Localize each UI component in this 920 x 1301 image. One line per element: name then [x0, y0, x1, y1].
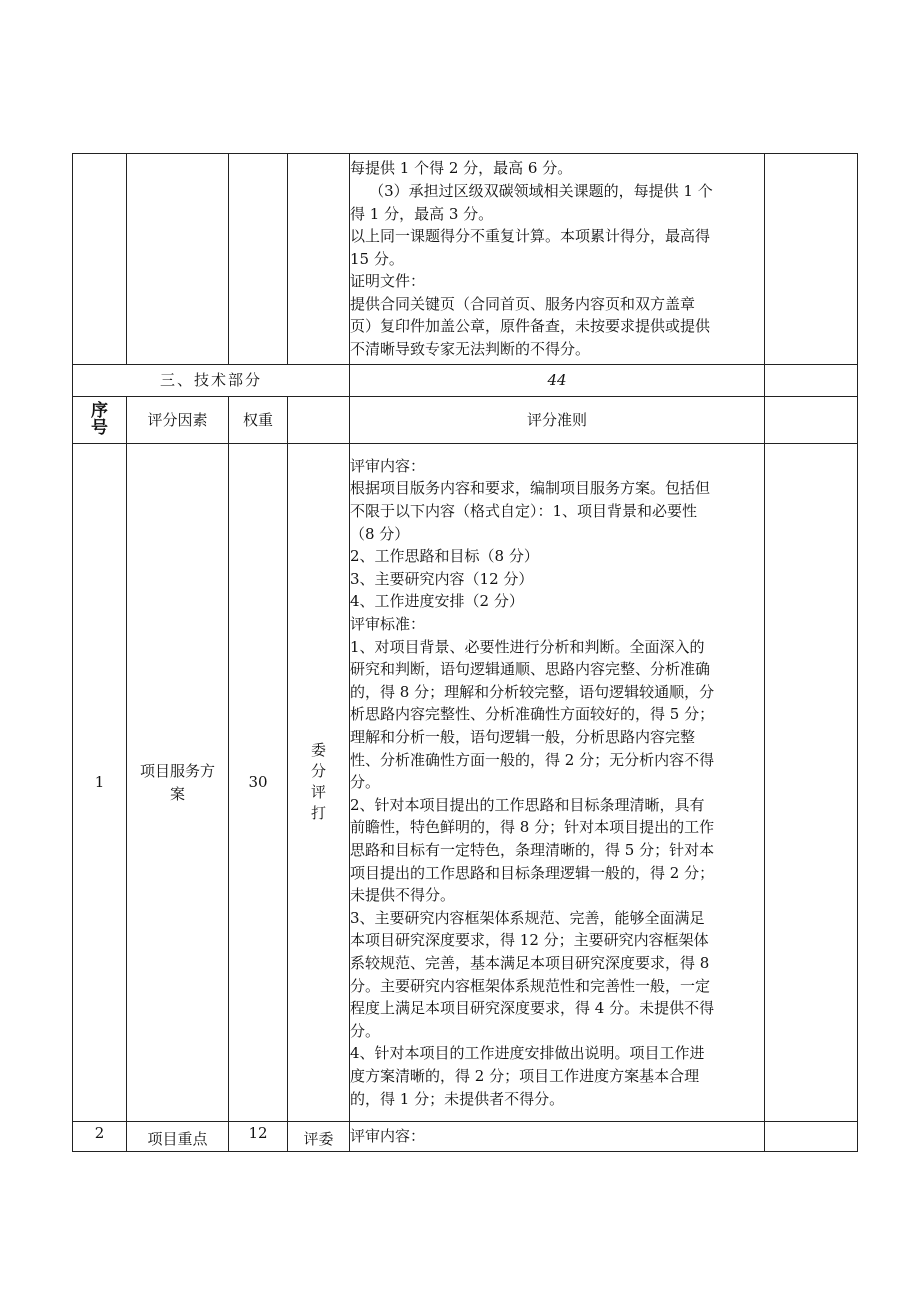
row-remark-cell	[765, 1122, 858, 1152]
criteria-line: 2、工作思路和目标（8 分）	[350, 547, 539, 566]
method-char: 分	[310, 762, 326, 781]
row-method: 评委	[288, 1122, 350, 1152]
table-row	[73, 1122, 858, 1152]
criteria-line: 4、工作进度安排（2 分）	[350, 592, 524, 611]
criteria-line: 性、分析准确性方面一般的，得 2 分；无分析内容不得	[350, 750, 715, 769]
continued-remark-cell	[765, 154, 858, 365]
continued-weight-cell	[229, 154, 288, 365]
header-row	[73, 397, 858, 444]
criteria-line: 根据项目版务内容和要求，编制项目服务方案。包括但	[350, 479, 711, 498]
criteria-line: 评审标准：	[350, 615, 426, 634]
continued-row	[73, 154, 858, 365]
criteria-line: 度方案清晰的，得 2 分；项目工作进度方案基本合理	[350, 1066, 700, 1085]
criteria-line: 评审内容：	[350, 456, 426, 475]
criteria-line: （3）承担过区级双碳领域相关课题的，每提供 1 个	[350, 181, 713, 200]
criteria-line: 的，得 8 分；理解和分析较完整，语句逻辑较通顺，分	[350, 682, 715, 701]
method-char: 评	[310, 783, 326, 802]
criteria-line: 2、针对本项目提出的工作思路和目标条理清晰，具有	[350, 795, 705, 814]
criteria-line: 研究和判断，语句逻辑通顺、思路内容完整、分析准确	[350, 660, 711, 679]
row-index: 2	[73, 1122, 127, 1152]
row-index: 1	[73, 444, 127, 1122]
criteria-line: 提供合同关键页（合同首页、服务内容页和双方盖章	[350, 294, 696, 313]
row-factor: 项目服务方案	[127, 444, 229, 1122]
continued-criteria-cell	[350, 154, 765, 365]
criteria-line: 每提供 1 个得 2 分，最高 6 分。	[350, 159, 573, 178]
criteria-line: 得 1 分，最高 3 分。	[350, 204, 494, 223]
criteria-line: 系较规范、完善，基本满足本项目研究深度要求，得 8	[350, 953, 710, 972]
row-method-text	[311, 740, 327, 824]
row-method	[288, 444, 350, 1122]
criteria-line: 以上同一课题得分不重复计算。本项累计得分，最高得	[350, 227, 711, 246]
row-criteria	[350, 1122, 765, 1152]
section-row	[73, 365, 858, 397]
header-method	[288, 397, 350, 444]
header-weight: 权重	[229, 397, 288, 444]
header-index	[73, 397, 127, 444]
criteria-line: 分。	[350, 1021, 381, 1040]
criteria-line: 1、对项目背景、必要性进行分析和判断。全面深入的	[350, 637, 705, 656]
criteria-line: 理解和分析一般，语句逻辑一般，分析思路内容完整	[350, 728, 696, 747]
criteria-line: 的，得 1 分；未提供者不得分。	[350, 1089, 565, 1108]
criteria-line: 前瞻性，特色鲜明的，得 8 分；针对本项目提出的工作	[350, 818, 715, 837]
section-title: 三、技术部分	[73, 365, 350, 397]
row-remark-cell	[765, 444, 858, 1122]
section-remark-cell	[765, 365, 858, 397]
criteria-line: 程度上满足本项目研究深度要求，得 4 分。未提供不得	[350, 999, 715, 1018]
method-char: 委	[310, 741, 326, 760]
criteria-line: 4、针对本项目的工作进度安排做出说明。项目工作进	[350, 1044, 705, 1063]
continued-method-cell	[288, 154, 350, 365]
criteria-line: 证明文件：	[350, 272, 426, 291]
scoring-table	[72, 153, 858, 1152]
criteria-line: 思路和目标有一定特色，条理清晰的，得 5 分；针对本	[350, 840, 715, 859]
table-row	[73, 444, 858, 1122]
row-factor: 项目重点	[127, 1122, 229, 1152]
method-char: 打	[310, 804, 326, 823]
header-factor: 评分因素	[127, 397, 229, 444]
header-index-bottom: 号	[91, 418, 108, 438]
row-criteria	[350, 444, 765, 1122]
header-criteria: 评分准则	[350, 397, 765, 444]
criteria-line: 不清晰导致专家无法判断的不得分。	[350, 340, 591, 359]
criteria-line: 未提供不得分。	[350, 886, 456, 905]
criteria-line: 3、主要研究内容（12 分）	[350, 569, 534, 588]
section-total-score: 44	[350, 365, 765, 397]
criteria-line: 项目提出的工作思路和目标条理逻辑一般的，得 2 分；	[350, 863, 715, 882]
criteria-line: 分。主要研究内容框架体系规范性和完善性一般，一定	[350, 976, 711, 995]
continued-factor-cell	[127, 154, 229, 365]
continued-index-cell	[73, 154, 127, 365]
criteria-line: 3、主要研究内容框架体系规范、完善，能够全面满足	[350, 908, 705, 927]
header-remark-cell	[765, 397, 858, 444]
criteria-line: 分。	[350, 773, 381, 792]
row-weight: 12	[229, 1122, 288, 1152]
criteria-line: （8 分）	[350, 524, 410, 543]
criteria-line: 评审内容：	[350, 1127, 426, 1146]
criteria-line: 本项目研究深度要求，得 12 分；主要研究内容框架体	[350, 931, 709, 950]
criteria-line: 15 分。	[350, 249, 404, 268]
criteria-line: 页）复印件加盖公章，原件备查，未按要求提供或提供	[350, 317, 711, 336]
row-weight: 30	[229, 444, 288, 1122]
criteria-line: 不限于以下内容（格式自定）：1、项目背景和必要性	[350, 502, 698, 521]
criteria-line: 析思路内容完整性、分析准确性方面较好的，得 5 分；	[350, 705, 715, 724]
header-index-top: 序	[91, 401, 108, 421]
